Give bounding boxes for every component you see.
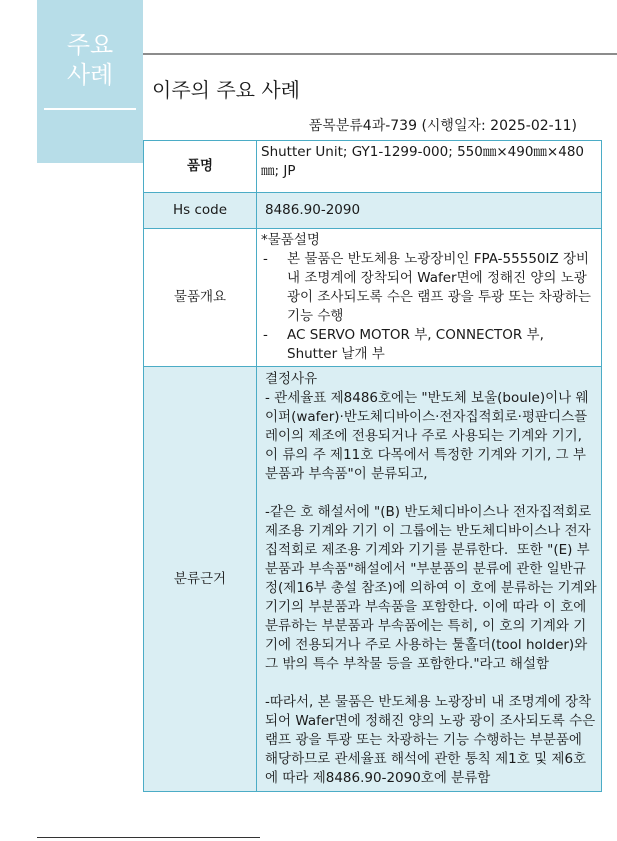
section-tab-divider	[44, 108, 136, 110]
basis-paragraph-3: -따라서, 본 물품은 반도체용 노광장비 내 조명계에 장착되어 Wafer면에 정해진 양의 노광 광이 조사되도록 수은 램프 광을 투광 또는 차광하는 기능 수행하는 부분품에 해당하므로 관세율표 해석에 관한 통칙 제1호 및 제6호에 따라 제8486.90-2090호에 분류함	[265, 694, 600, 786]
row-basis	[144, 367, 602, 792]
footer-rule	[37, 837, 260, 838]
hs-code-value: 8486.90-2090	[257, 193, 602, 229]
hs-code-label: Hs code	[144, 193, 257, 229]
section-tab-line1: 주요	[66, 31, 114, 59]
row-item-name	[144, 141, 602, 193]
row-hs-code	[144, 193, 602, 229]
row-overview	[144, 229, 602, 367]
item-name-label: 품명	[144, 141, 257, 193]
item-name-value: Shutter Unit; GY1-1299-000; 550㎜×490㎜×480㎜; JP	[257, 141, 602, 193]
header-rule	[143, 53, 617, 55]
section-tab-label	[37, 30, 143, 90]
page-title: 이주의 주요 사례	[152, 78, 300, 102]
overview-list	[261, 250, 597, 364]
overview-value	[257, 229, 602, 367]
overview-item: - AC SERVO MOTOR 부, CONNECTOR 부, Shutter 날개 부	[261, 326, 597, 364]
basis-paragraph-1: - 관세율표 제8486호에는 "반도체 보울(boule)이나 웨이퍼(wafer)·반도체디바이스·전자집적회로·평판디스플레이의 제조에 전용되거나 주로 사용되는 기계와 기기, 이 류의 주 제11호 다목에서 특정한 기계와 기기, 그 부분품과 부속품"이 분류되고,	[265, 390, 589, 482]
case-table	[143, 140, 602, 792]
overview-label: 물품개요	[144, 229, 257, 367]
section-tab-line2: 사례	[66, 61, 114, 89]
overview-heading: *물품설명	[261, 232, 320, 248]
basis-value	[257, 367, 602, 792]
basis-heading: 결정사유	[265, 371, 318, 387]
overview-item: - 본 물품은 반도체용 노광장비인 FPA-55550IZ 장비 내 조명계에 장착되어 Wafer면에 정해진 양의 노광 광이 조사되도록 수은 램프 광을 투광 또는 차광하는 기능 수행	[261, 250, 597, 326]
basis-paragraph-2: -같은 호 해설서에 "(B) 반도체디바이스나 전자집적회로 제조용 기계와 기기 이 그룹에는 반도체디바이스나 전자집적회로 제조용 기계와 기기를 분류한다. 또한 "(E) 부분품과 부속품"해설에서 "부분품의 분류에 관한 일반규정(제16부 총설 참조)에 의하여 이 호에 분류하는 기계와 기기의 부분품과 부속품을 포함한다. 이에 따라 이 호에 분류하는 부분품과 부속품에는 특히, 이 호의 기계와 기기에 전용되거나 주로 사용하는 툴홀더(tool holder)와 그 밖의 특수 부착물 등을 포함한다."라고 해설함	[265, 504, 601, 672]
reference-line: 품목분류4과-739 (시행일자: 2025-02-11)	[308, 118, 577, 134]
basis-label: 분류근거	[144, 367, 257, 792]
